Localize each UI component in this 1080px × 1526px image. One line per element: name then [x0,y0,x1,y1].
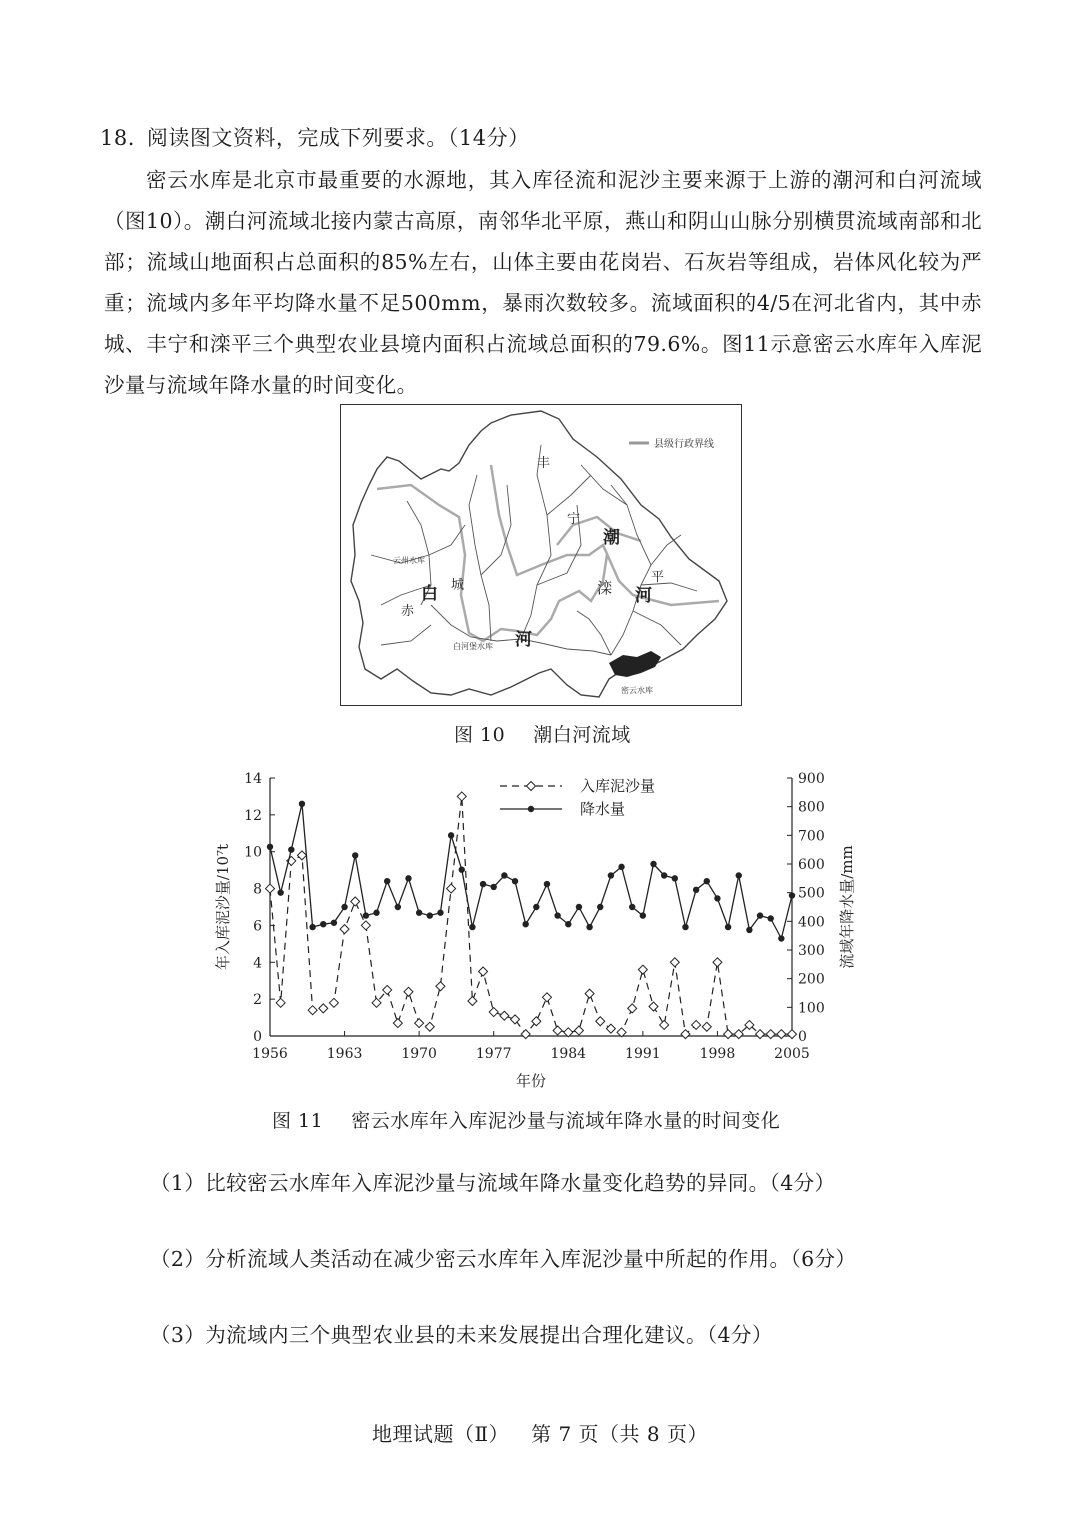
right-tick-label: 300 [798,943,825,959]
precipitation-point [299,801,305,807]
figure10-title: 潮白河流域 [533,724,631,746]
right-tick-label: 700 [798,828,825,845]
precipitation-point [629,904,635,910]
legend-sediment-marker [527,782,536,791]
sediment-point [596,1017,605,1026]
precipitation-point [416,910,422,916]
left-tick-label: 12 [244,807,262,824]
precipitation-point [544,881,550,887]
sediment-point [692,1020,701,1029]
precipitation-point [522,921,528,927]
right-tick-label: 200 [798,971,825,988]
precipitation-point [373,910,379,916]
precipitation-point [341,904,347,910]
precipitation-point [693,887,699,893]
label-miyun-reservoir: 密云水库 [621,686,653,695]
sediment-point [606,1024,615,1033]
sediment-point [266,884,275,893]
page-footer [0,1418,1080,1447]
precipitation-point [736,872,742,878]
left-tick-label: 10 [244,844,262,861]
sediment-point [415,1019,424,1028]
label-ning: 宁 [567,512,581,527]
precipitation-point [640,912,646,918]
precipitation-point [650,861,656,867]
precipitation-point [778,935,784,941]
right-tick-label: 400 [798,914,825,931]
sediment-point [479,967,488,976]
sediment-point [457,792,466,801]
precipitation-point [704,878,710,884]
precipitation-point [618,864,624,870]
question-title-text: 阅读图文资料，完成下列要求。（14分） [146,126,530,150]
sediment-point [489,1008,498,1017]
x-axis-label: 年份 [515,1072,547,1090]
map-legend-label: 县级行政界线 [654,439,714,450]
label-he-south: 河 [515,630,532,650]
precipitation-point [405,875,411,881]
precipitation-point [597,904,603,910]
sediment-point [777,1030,786,1039]
sediment-point [500,1011,509,1020]
precipitation-point [501,872,507,878]
label-feng: 丰 [537,456,551,471]
sediment-point [436,982,445,991]
precipitation-point [608,872,614,878]
right-axis-label: 流域年降水量/mm [838,845,856,969]
sediment-point [383,985,392,994]
figure11-caption [272,1106,780,1133]
sediment-point [574,1026,583,1035]
sediment-point [404,987,413,996]
label-ping: 平 [651,570,665,585]
footer-page: 第 7 页（共 8 页） [531,1422,708,1446]
precipitation-point [672,875,678,881]
precipitation-point [714,895,720,901]
x-tick-label: 2005 [774,1046,810,1062]
sediment-point [553,1026,562,1035]
question-title [100,122,530,152]
precipitation-point [427,912,433,918]
right-tick-label: 800 [798,799,825,816]
sediment-point [788,1030,797,1039]
precipitation-point [661,872,667,878]
precipitation-point [682,924,688,930]
label-baihebao-reservoir: 白河堡水库 [453,642,493,651]
label-bai: 白 [421,584,438,604]
sediment-point [276,998,285,1007]
legend-precip-label: 降水量 [580,800,626,818]
sediment-point [329,998,338,1007]
sediment-point [649,1002,658,1011]
sediment-point [660,1020,669,1029]
sub-question-1: （1）比较密云水库年入库泥沙量与流域年降水量变化趋势的异同。（4分） [150,1171,836,1195]
x-tick-label: 1956 [252,1046,288,1062]
precipitation-point [554,912,560,918]
precipitation-point [767,915,773,921]
basin-map-drawing [341,405,741,705]
sediment-point [425,1022,434,1031]
label-chi: 赤 [401,604,415,619]
precipitation-point [491,884,497,890]
x-tick-label: 1963 [326,1046,363,1062]
figure11-title: 密云水库年入库泥沙量与流域年降水量的时间变化 [351,1110,781,1132]
figure10-caption [454,720,631,747]
x-tick-label: 1991 [625,1046,661,1062]
county-boundary-south [517,555,607,635]
miyun-reservoir-shape [609,651,661,677]
precipitation-point [789,892,795,898]
sediment-point [308,1006,317,1015]
precipitation-point [586,924,592,930]
sediment-point [447,884,456,893]
sub-question-3: （3）为流域内三个典型农业县的未来发展提出合理化建议。（4分） [150,1323,773,1347]
sediment-point [702,1022,711,1031]
left-tick-label: 0 [253,1029,262,1045]
basin-map [340,404,742,706]
basin-outline [351,411,727,697]
question-paragraph: 密云水库是北京市最重要的水源地，其入库径流和泥沙主要来源于上游的潮河和白河流域（图10）。潮白河流域北接内蒙古高原，南邻华北平原，燕山和阴山山脉分别横贯流域南部和北部；流域山地面积占总面积的85%左右，山体主要由花岗岩、石灰岩等组成，岩体风化较为严重；流域内多年平均降水量不足500mm，暴雨次数较多。流域面积的4/5在河北省内，其中赤城、丰宁和滦平三个典型农业县境内面积占流域总面积的79.6%。图11示意密云水库年入库泥沙量与流域年降水量的时间变化。 [104,168,982,397]
right-tick-label: 0 [798,1029,807,1045]
precipitation-point [746,927,752,933]
sub-question-2: （2）分析流域人类活动在减少密云水库年入库泥沙量中所起的作用。（6分） [150,1247,857,1271]
sediment-point [340,925,349,934]
precipitation-point [384,878,390,884]
sediment-point [361,921,370,930]
precipitation-point [757,912,763,918]
left-tick-label: 8 [253,881,262,898]
precipitation-point [352,852,358,858]
precipitation-point [725,924,731,930]
precipitation-point [288,846,294,852]
legend-sediment-label: 入库泥沙量 [580,777,656,795]
sediment-point [756,1030,765,1039]
sediment-point [585,989,594,998]
right-tick-label: 100 [798,1000,825,1017]
sediment-precipitation-chart [200,762,860,1102]
precipitation-point [437,910,443,916]
precipitation-point [363,912,369,918]
precipitation-point [512,878,518,884]
sediment-point [372,998,381,1007]
sediment-point [297,851,306,860]
precipitation-point [395,904,401,910]
sediment-point [638,965,647,974]
left-tick-label: 4 [253,955,262,972]
precipitation-point [320,921,326,927]
precipitation-point [469,924,475,930]
sediment-point [766,1030,775,1039]
question-number: 18. [100,126,135,150]
sediment-point [521,1030,530,1039]
precipitation-point [533,904,539,910]
left-axis-label: 年入库泥沙量/10⁷t [214,843,232,971]
label-yunzhou-reservoir: 云州水库 [393,556,425,565]
precipitation-point [565,921,571,927]
footer-subject: 地理试题（Ⅱ） [372,1422,510,1446]
x-tick-label: 1970 [401,1046,437,1062]
precipitation-point [267,844,273,850]
sediment-point [319,1004,328,1013]
sediment-point [628,1004,637,1013]
figure11-number: 图 11 [272,1110,324,1132]
right-tick-label: 500 [798,885,825,902]
right-tick-label: 900 [798,771,825,787]
x-tick-label: 1998 [699,1046,736,1062]
label-chao: 潮 [603,528,620,548]
sediment-point [511,1015,520,1024]
left-tick-label: 2 [253,992,262,1009]
legend-precip-marker [528,806,534,812]
sediment-point [713,958,722,967]
precipitation-point [480,881,486,887]
label-luan: 滦 [597,579,613,597]
left-tick-label: 14 [244,771,262,787]
precipitation-point [309,924,315,930]
label-cheng: 城 [451,578,465,593]
sediment-point [670,958,679,967]
precipitation-point [576,904,582,910]
x-tick-label: 1984 [550,1046,587,1062]
label-he-east: 河 [635,586,652,606]
precipitation-point [277,889,283,895]
sediment-point [393,1019,402,1028]
river-network [371,445,697,655]
figure10-number: 图 10 [454,724,506,746]
sediment-point [468,996,477,1005]
left-tick-label: 6 [253,918,262,935]
sediment-point [724,1030,733,1039]
sediment-point [542,993,551,1002]
right-tick-label: 600 [798,857,825,873]
precipitation-point [459,867,465,873]
precipitation-point [331,920,337,926]
precipitation-point [448,832,454,838]
sediment-point [351,897,360,906]
x-tick-label: 1977 [475,1046,512,1062]
